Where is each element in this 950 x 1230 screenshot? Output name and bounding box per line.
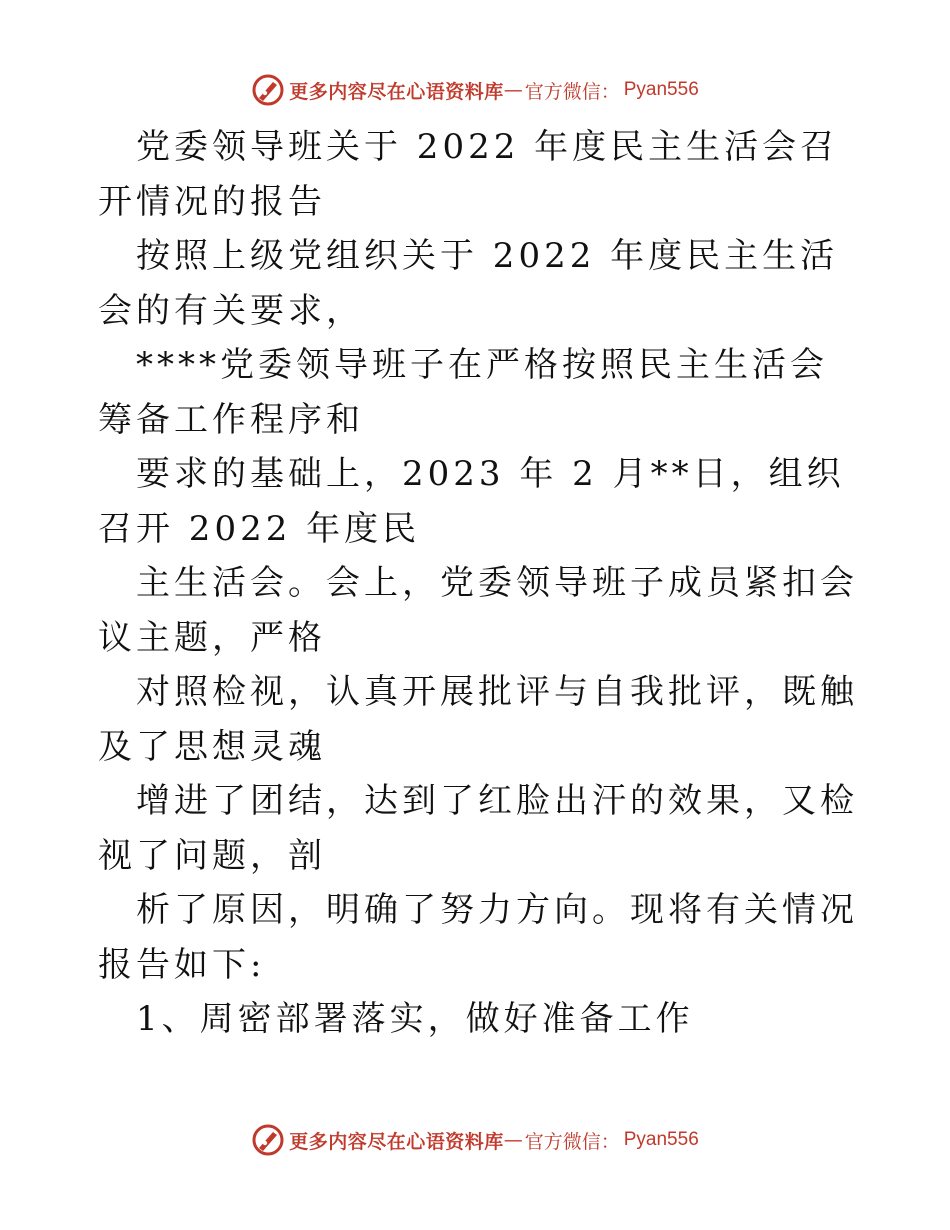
banner-wechat-id: Pyan556 — [623, 1129, 699, 1150]
doc-paragraph-line: 主生活会。会上，党委领导班子成员紧扣会议主题，严格 — [98, 563, 858, 658]
doc-section-heading: 1、周密部署落实，做好准备工作 — [136, 999, 694, 1039]
banner-text: 更多内容尽在心语资料库 — [289, 80, 504, 103]
header-banner — [0, 70, 950, 110]
banner-wechat-label: 官方微信： — [524, 1130, 620, 1153]
footer-banner — [0, 1120, 950, 1160]
doc-title-line: 党委领导班关于 2022 年度民主生活会召开情况的报告 — [98, 127, 839, 222]
banner-separator: — — [503, 79, 523, 101]
banner-wechat-id: Pyan556 — [623, 79, 699, 100]
document-body — [98, 120, 858, 1047]
pen-circle-logo-icon — [251, 1123, 285, 1157]
doc-paragraph-line: ****党委领导班子在严格按照民主生活会筹备工作程序和 — [98, 345, 828, 440]
doc-paragraph-line: 按照上级党组织关于 2022 年度民主生活会的有关要求， — [98, 236, 839, 331]
doc-paragraph-line: 增进了团结，达到了红脸出汗的效果，又检视了问题，剖 — [98, 781, 858, 876]
banner-text: 更多内容尽在心语资料库 — [289, 1130, 504, 1153]
banner-separator: — — [503, 1129, 523, 1151]
doc-paragraph-line: 要求的基础上，2023 年 2 月**日，组织召开 2022 年度民 — [98, 454, 845, 549]
doc-paragraph-line: 析了原因，明确了努力方向。现将有关情况报告如下: — [98, 890, 858, 985]
pen-circle-logo-icon — [251, 73, 285, 107]
doc-paragraph-line: 对照检视，认真开展批评与自我批评，既触及了思想灵魂 — [98, 672, 858, 767]
banner-wechat-label: 官方微信： — [524, 80, 620, 103]
